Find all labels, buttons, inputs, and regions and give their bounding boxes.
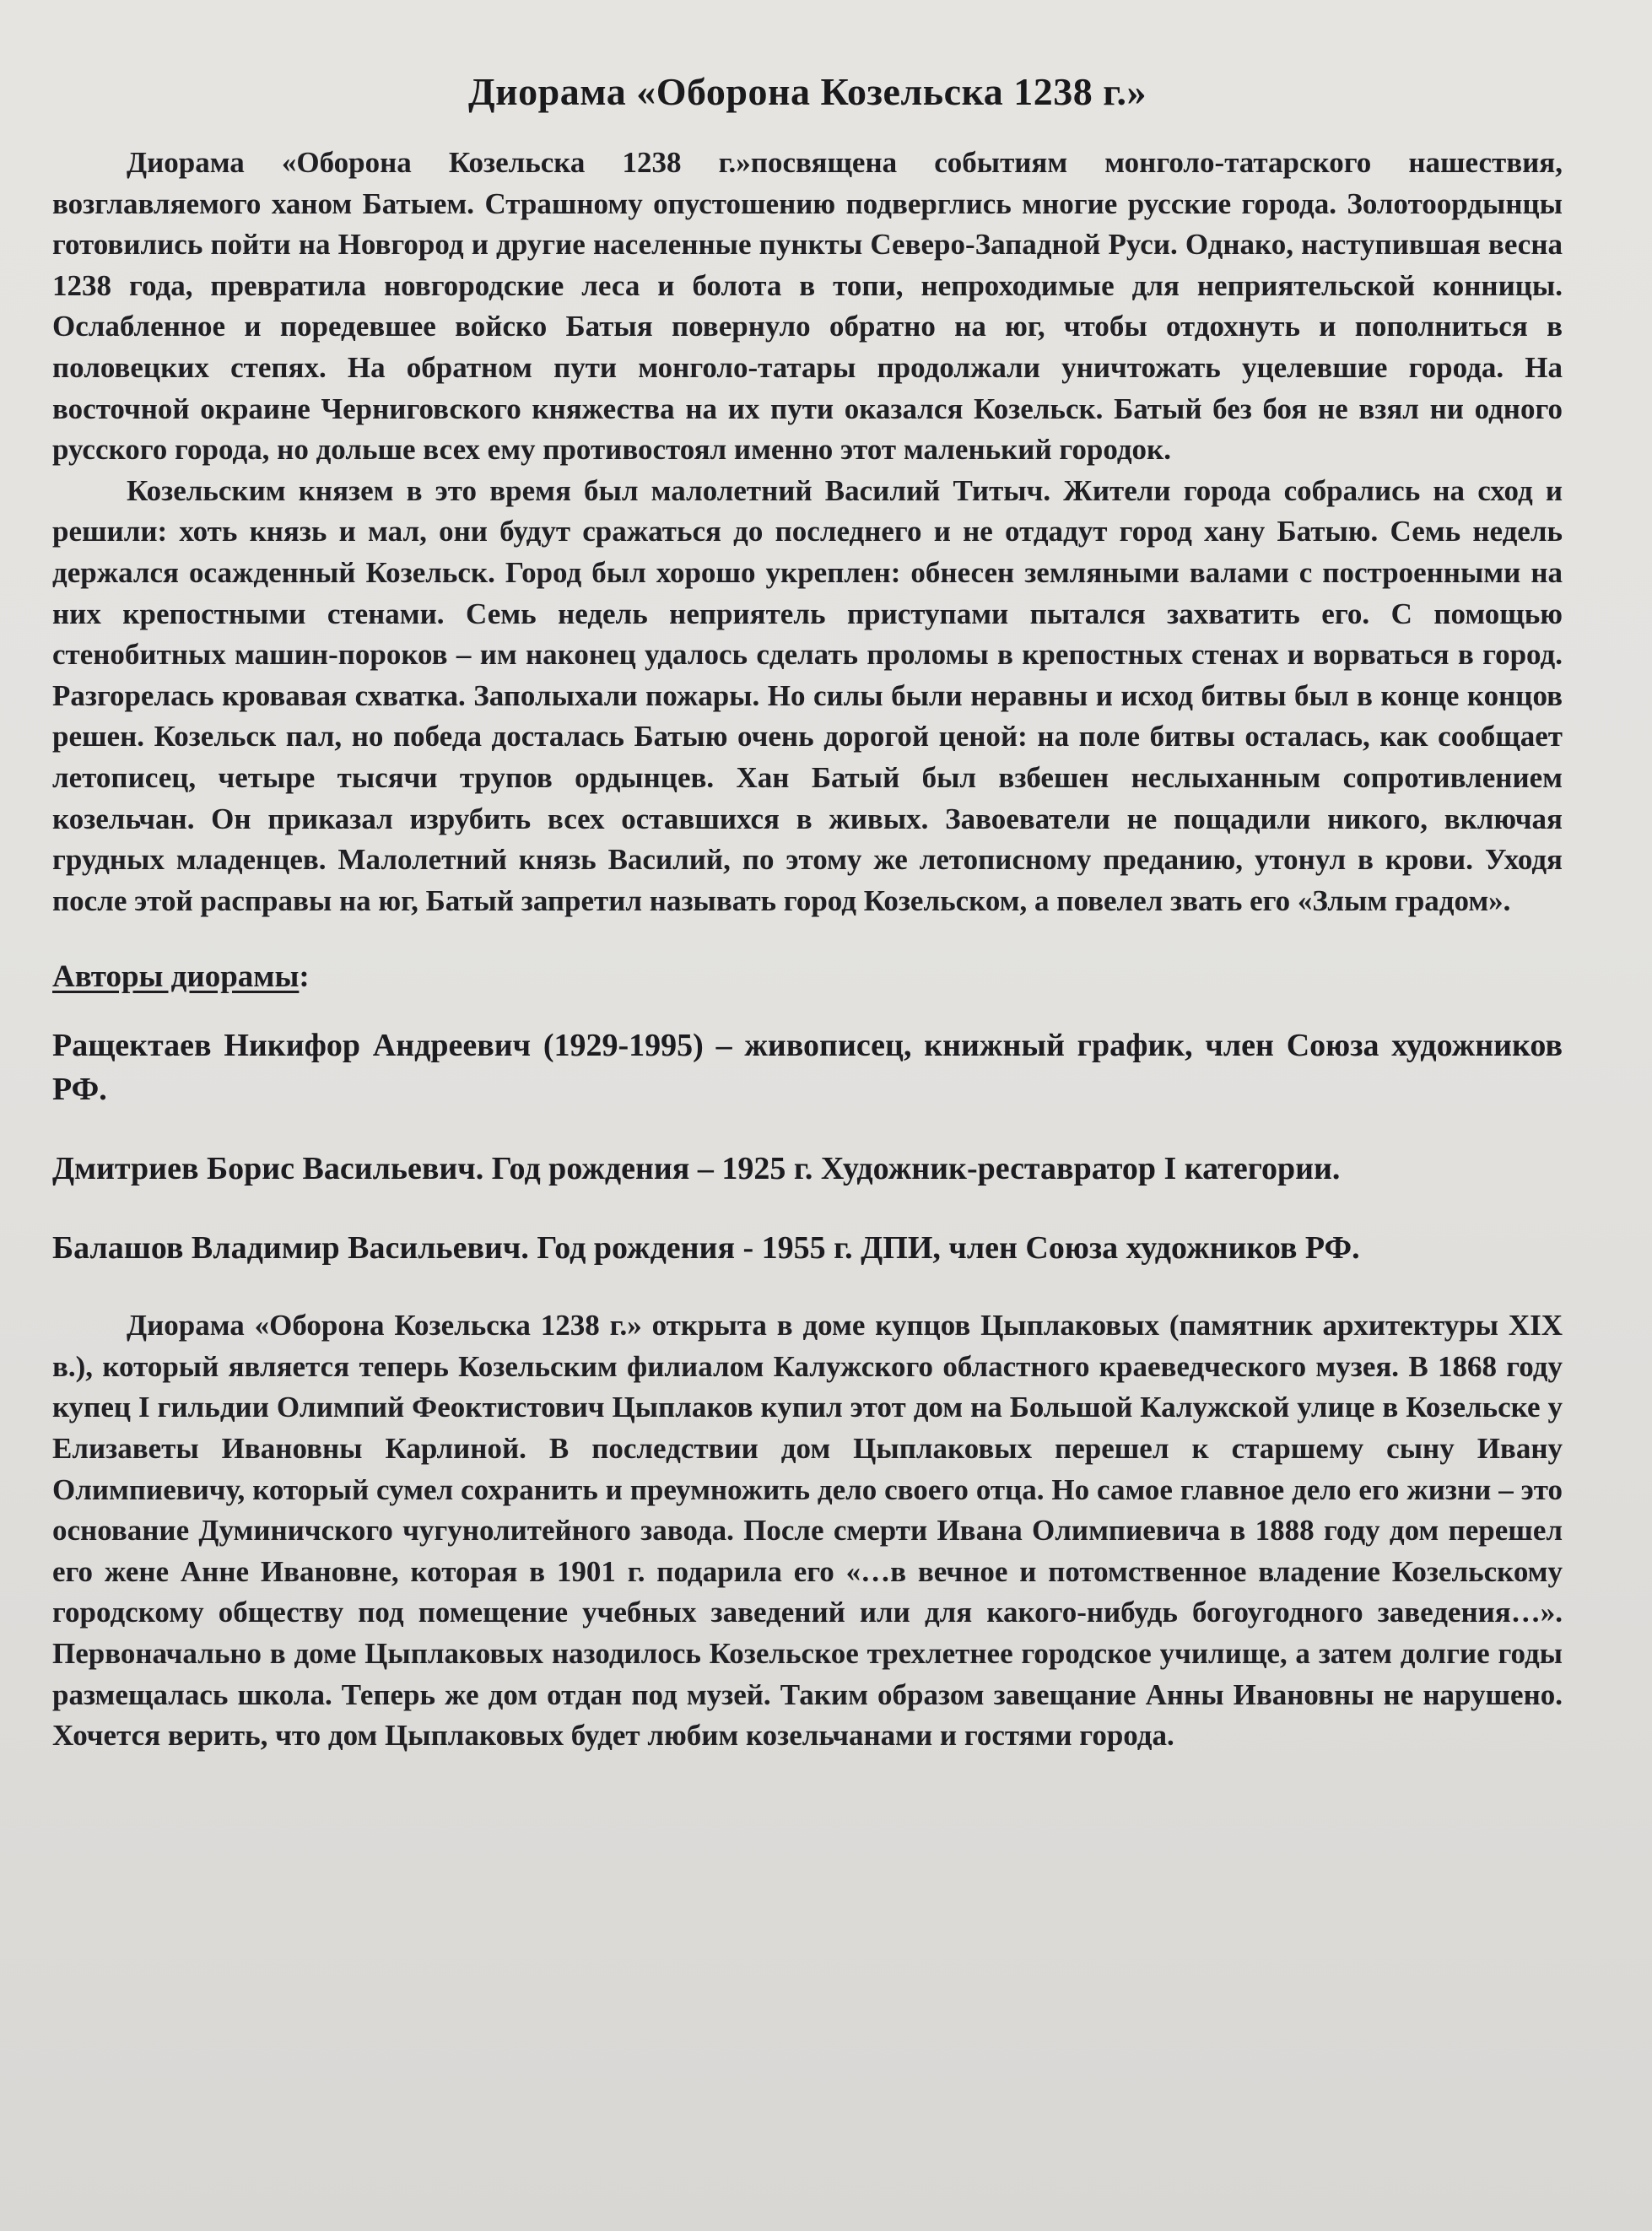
authors-heading-text: Авторы диорамы: [52, 959, 300, 995]
author-entry-3: Балашов Владимир Васильевич. Год рождения - 1955 г. ДПИ, член Союза художников РФ.: [52, 1230, 1360, 1267]
author-entry-2: Дмитриев Борис Васильевич. Год рождения – 1925 г. Художник-реставратор I категории.: [52, 1151, 1341, 1187]
author-entry-1: Ращектаев Никифор Андреевич (1929-1995) – живописец, книжный график, член Союза художников РФ.: [52, 1028, 1563, 1108]
document-sheet: [52, 59, 1563, 2169]
document-title: Диорама «Оборона Козельска 1238 г.»: [467, 70, 1147, 113]
authors-heading: [52, 959, 1563, 995]
museum-paragraph: Диорама «Оборона Козельска 1238 г.» открыта в доме купцов Цыплаковых (памятник архитектуры XIX в.), который является теперь Козельским филиалом Калужского областного краеведческого музея. В 1868 году купец I гильдии Олимпий Феоктистович Цыплаков купил этот дом на Большой Калужской улице в Козельске у Елизаветы Ивановны Карлиной. В последствии дом Цыплаковых перешел к старшему сыну Ивану Олимпиевичу, который сумел сохранить и преумножить дело своего отца. Но самое главное дело его жизни – это основание Думиничского чугунолитейного завода. После смерти Ивана Олимпиевича в 1888 году дом перешел его жене Анне Ивановне, которая в 1901 г. подарила его «…в вечное и потомственное владение Козельскому городскому обществу под помещение учебных заведений или для какого-нибудь богоугодного заведения…». Первоначально в доме Цыплаковых назодилось Козельское трехлетнее городское училище, а затем долгие годы размещалась школа. Теперь же дом отдан под музей. Таким образом завещание Анны Ивановны не нарушено. Хочется верить, что дом Цыплаковых будет любим козельчанами и гостями города.: [52, 1309, 1563, 1753]
authors-heading-colon: :: [299, 959, 310, 995]
siege-paragraph: Козельским князем в это время был малолетний Василий Титыч. Жители города собрались на сход и решили: хоть князь и мал, они будут сражаться до последнего и не отдадут город хану Батыю. Семь недель держался осажденный Козельск. Город был хорошо укреплен: обнесен земляными валами с построенными на них крепостными стенами. Семь недель неприятель приступами пытался захватить его. С помощью стенобитных машин-пороков – им наконец удалось сделать проломы в крепостных стенах и ворваться в город. Разгорелась кровавая схватка. Заполыхали пожары. Но силы были неравны и исход битвы был в конце концов решен. Козельск пал, но победа досталась Батыю очень дорогой ценой: на поле битвы осталась, как сообщает летописец, четыре тысячи трупов ордынцев. Хан Батый был взбешен неслыханным сопротивлением козельчан. Он приказал изрубить всех оставшихся в живых. Завоеватели не пощадили никого, включая грудных младенцев. Малолетний князь Василий, по этому же летописному преданию, утонул в крови. Уходя после этой расправы на юг, Батый запретил называть город Козельском, а повелел звать его «Злым градом».: [52, 473, 1563, 917]
intro-paragraph: Диорама «Оборона Козельска 1238 г.»посвящена событиям монголо-татарского нашествия, возглавляемого ханом Батыем. Страшному опустошению подверглись многие русские города. Золотоордынцы готовились пойти на Новгород и другие населенные пункты Северо-Западной Руси. Однако, наступившая весна 1238 года, превратила новгородские леса и болота в топи, непроходимые для неприятельской конницы. Ослабленное и поредевшее войско Батыя повернуло обратно на юг, чтобы отдохнуть и пополниться в половецких степях. На обратном пути монголо-татары продолжали уничтожать уцелевшие города. На восточной окраине Черниговского княжества на их пути оказался Козельск. Батый без боя не взял ни одного русского города, но дольше всех ему противостоял именно этот маленький городок.: [52, 146, 1563, 467]
